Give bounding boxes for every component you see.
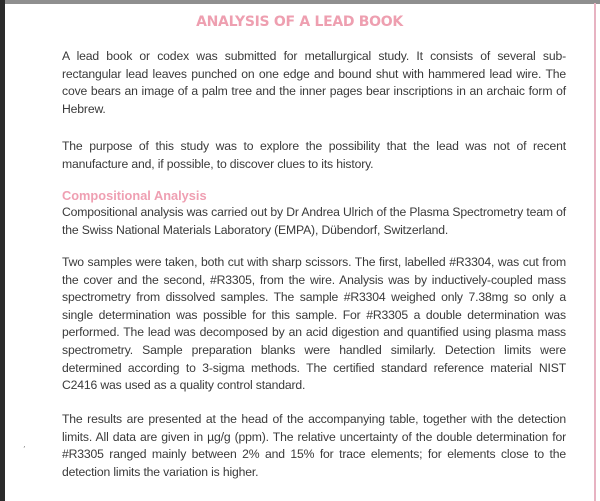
samples-paragraph: Two samples were taken, both cut with sharp scissors. The first, labelled #R3304, was cut from the cover and the second, #R3305, from the wire. Analysis was by inductively-coupled mass spectrometry from dissolved samples. The sample #R3304 weighed only 7.38mg so only a single determination was possible for this sample. For #R3305 a double determination was performed. The lead was decomposed by an acid digestion and quantified using plasma mass spectrometry. Sample preparation blanks were handled similarly. Detection limits were determined according to 3-sigma methods. The certified standard reference material NIST C2416 was used as a quality control standard. — [62, 255, 566, 393]
page-right-border — [594, 3, 596, 501]
results-paragraph: The results are presented at the head of the accompanying table, together with the detection limits. All data are given in µg/g (ppm). The relative uncertainty of the double determination for #R3305 ranged mainly between 2% and 15% for trace elements; for elements close to the detection limits the variation is higher. — [62, 412, 566, 479]
purpose-paragraph: The purpose of this study was to explore the possibility that the lead was not of recent manufacture and, if possible, to discover clues to its history. — [62, 139, 566, 171]
section-heading-compositional-analysis: Compositional Analysis — [62, 188, 207, 203]
document-title: ANALYSIS OF A LEAD BOOK — [196, 14, 403, 30]
document-page — [5, 4, 594, 501]
stray-mark: ’ — [23, 445, 26, 454]
analyst-paragraph: Compositional analysis was carried out by Dr Andrea Ulrich of the Plasma Spectrometry team of the Swiss National Materials Laboratory (EMPA), Dübendorf, Switzerland. — [62, 205, 566, 237]
intro-paragraph: A lead book or codex was submitted for metallurgical study. It consists of several sub-rectangular lead leaves punched on one edge and bound shut with hammered lead wire. The cove bears an image of a palm tree and the inner pages bear inscriptions in an archaic form of Hebrew. — [62, 49, 566, 116]
